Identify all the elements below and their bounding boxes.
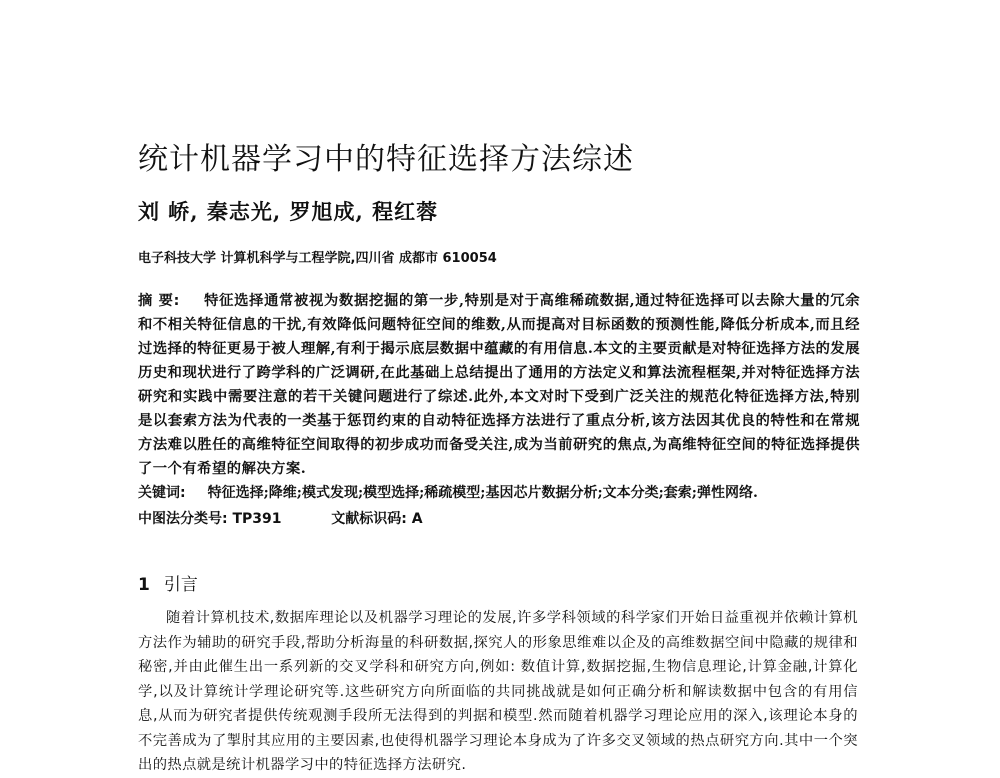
paper-authors: 刘 峤, 秦志光, 罗旭成, 程红蓉 — [138, 199, 439, 224]
doc-code-value: A — [411, 511, 423, 527]
keywords-text: 特征选择;降维;模式发现;模型选择;稀疏模型;基因芯片数据分析;文本分类;套索;弹性网络. — [207, 485, 758, 501]
section-title: 引言 — [163, 575, 198, 595]
paper-title: 统计机器学习中的特征选择方法综述 — [138, 142, 634, 177]
abstract-block — [138, 289, 860, 481]
keywords-block — [138, 482, 860, 504]
section-heading — [138, 570, 198, 595]
classification-line — [138, 508, 423, 528]
classification-label: 中图法分类号: — [138, 511, 228, 527]
section-body-text: 随着计算机技术,数据库理论以及机器学习理论的发展,许多学科领域的科学家们开始日益重视并依赖计算机方法作为辅助的研究手段,帮助分析海量的科研数据,探究人的形象思维难以企及的高维数据空间中隐藏的规律和秘密,并由此催生出一系列新的交叉学科和研究方向,例如: 数值计算,数据挖掘,生物信息理论,计算金融,计算化学,以及计算统计学理论研究等.这些研究方向所面临的共同挑战就是如何正确分析和解读数据中包含的有用信息,从而为研究者提供传统观测手段所无法得到的判据和模型.然而随着机器学习理论应用的深入,该理论本身的不完善成为了掣肘其应用的主要因素,也使得机器学习理论本身成为了许多交叉领域的热点研究方向.其中一个突出的热点就是统计机器学习中的特征选择方法研究. — [138, 610, 858, 773]
classification-value: TP391 — [232, 511, 282, 527]
doc-code-label: 文献标识码: — [331, 511, 407, 527]
paper-affiliation: 电子科技大学 计算机科学与工程学院,四川省 成都市 610054 — [138, 251, 497, 266]
section-number: 1 — [138, 575, 150, 595]
keywords-label: 关键词: — [138, 485, 186, 501]
abstract-text: 特征选择通常被视为数据挖掘的第一步,特别是对于高维稀疏数据,通过特征选择可以去除大量的冗余和不相关特征信息的干扰,有效降低问题特征空间的维数,从而提高对目标函数的预测性能,降低分析成本,而且经过选择的特征更易于被人理解,有利于揭示底层数据中蕴藏的有用信息.本文的主要贡献是对特征选择方法的发展历史和现状进行了跨学科的广泛调研,在此基础上总结提出了通用的方法定义和算法流程框架,并对特征选择方法研究和实践中需要注意的若干关键问题进行了综述.此外,本文对时下受到广泛关注的规范化特征选择方法,特别是以套索方法为代表的一类基于惩罚约束的自动特征选择方法进行了重点分析,该方法因其优良的特性和在常规方法难以胜任的高维特征空间取得的初步成功而备受关注,成为当前研究的焦点,为高维特征空间的特征选择提供了一个有希望的解决方案. — [138, 293, 860, 477]
abstract-label: 摘 要: — [138, 293, 180, 309]
